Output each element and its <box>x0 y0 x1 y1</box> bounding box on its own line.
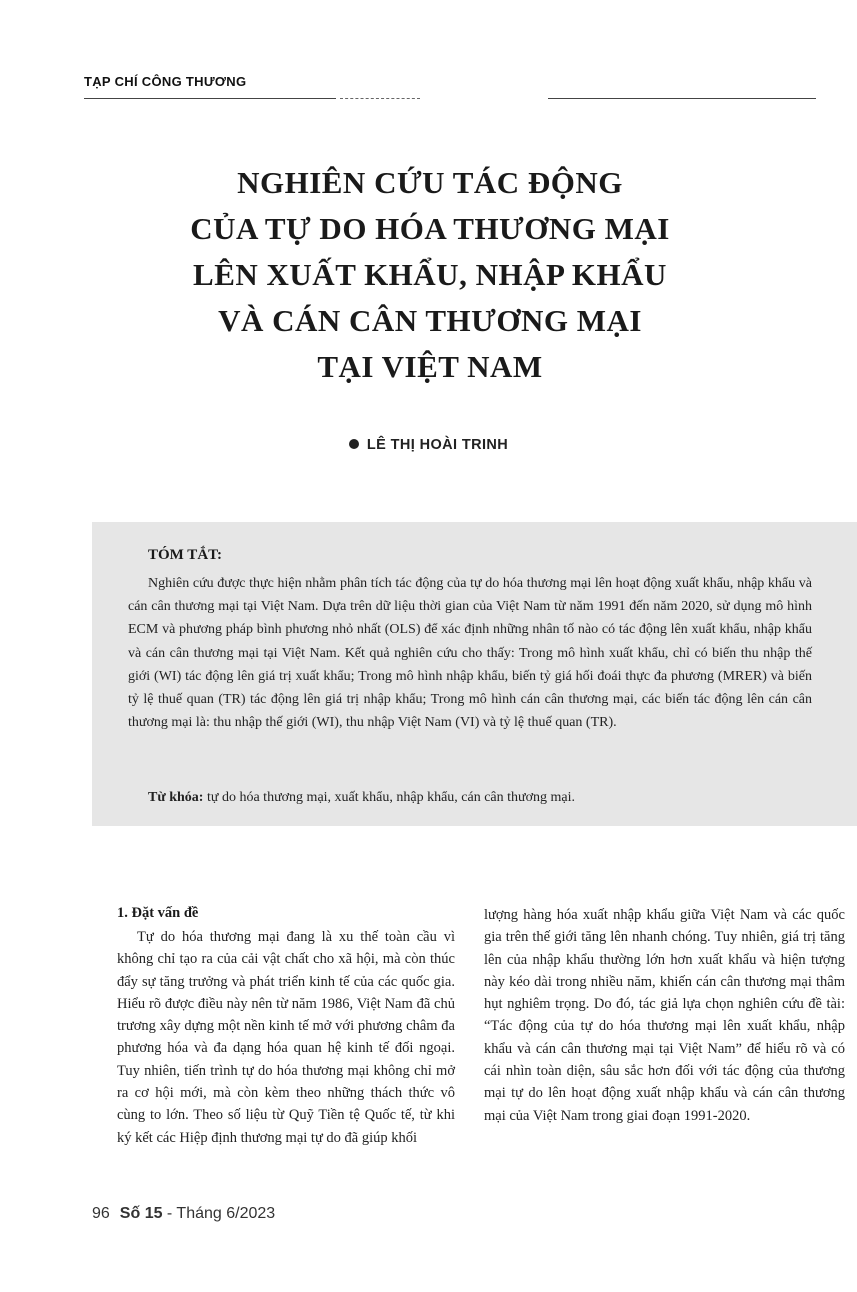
page-footer <box>92 1205 275 1223</box>
article-title <box>130 160 730 390</box>
keywords-text: tự do hóa thương mại, xuất khẩu, nhập khẩu, cán cân thương mại. <box>203 790 576 805</box>
header-rule <box>84 98 336 99</box>
author-byline <box>0 437 857 453</box>
header-rule-right <box>548 98 816 99</box>
bullet-icon <box>349 439 359 449</box>
abstract-heading: TÓM TẮT: <box>148 547 223 563</box>
title-line: NGHIÊN CỨU TÁC ĐỘNG <box>237 165 623 200</box>
journal-name: TẠP CHÍ CÔNG THƯƠNG <box>84 74 247 89</box>
abstract-text: Nghiên cứu được thực hiện nhằm phân tích tác động của tự do hóa thương mại lên hoạt động xuất khẩu, nhập khẩu và cán cân thương mại tại Việt Nam. Dựa trên dữ liệu thời gian của Việt Nam từ năm 1991 đến năm 2020, sử dụng mô hình ECM và phương pháp bình phương nhỏ nhất (OLS) để xác định những nhân tố nào có tác động lên xuất khẩu, nhập khẩu và cán cân thương mại tại Việt Nam. Kết quả nghiên cứu cho thấy: Trong mô hình xuất khẩu, chỉ có biến thu nhập thế giới (WI) tác động lên giá trị xuất khẩu; Trong mô hình nhập khẩu, biến tỷ giá hối đoái thực đa phương (MRER) và biến tỷ lệ thuế quan (TR) tác động lên giá trị nhập khẩu; Trong mô hình cán cân thương mại, các biến tác động lên cán cân thương mại là: thu nhập thế giới (WI), thu nhập Việt Nam (VI) và tỷ lệ thuế quan (TR). <box>128 576 812 731</box>
page-number: 96 <box>92 1205 110 1222</box>
title-line: LÊN XUẤT KHẨU, NHẬP KHẨU <box>193 257 667 292</box>
issue-date: - Tháng 6/2023 <box>162 1205 276 1222</box>
title-line: TẠI VIỆT NAM <box>317 349 543 384</box>
keywords <box>148 787 812 809</box>
author-name: LÊ THỊ HOÀI TRINH <box>366 437 509 453</box>
issue-label: Số 15 <box>119 1205 163 1222</box>
keywords-label: Từ khóa: <box>148 790 204 805</box>
title-line: VÀ CÁN CÂN THƯƠNG MẠI <box>218 303 642 338</box>
title-line: CỦA TỰ DO HÓA THƯƠNG MẠI <box>190 211 670 246</box>
body-right-column: lượng hàng hóa xuất nhập khẩu giữa Việt Nam và các quốc gia trên thế giới tăng lên nhanh chóng. Tuy nhiên, giá trị tăng lên của nhập khẩu thường lớn hơn xuất khẩu và hiện tượng này kéo dài trong nhiều năm, khiến cán cân thương mại thâm hụt nghiêm trọng. Do đó, tác giả lựa chọn nghiên cứu đề tài: “Tác động của tự do hóa thương mại lên xuất khẩu, nhập khẩu và cán cân thương mại tại Việt Nam” để hiểu rõ và có cái nhìn toàn diện, sâu sắc hơn đối với tác động của thương mại tự do lên hoạt động xuất nhập khẩu và cán cân thương mại của Việt Nam trong giai đoạn 1991-2020. <box>484 907 845 1124</box>
section-heading: 1. Đặt vấn đề <box>117 905 199 921</box>
header-dashes <box>340 98 420 99</box>
body-left-column: Tự do hóa thương mại đang là xu thế toàn cầu vì không chỉ tạo ra của cải vật chất cho xã hội, mà còn thúc đẩy sự tăng trưởng và phát triển kinh tế của các quốc gia. Hiểu rõ được điều này nên từ năm 1986, Việt Nam đã chủ trương xây dựng một nền kinh tế mở với phương châm đa phương hóa và đa dạng hóa quan hệ kinh tế đối ngoại. Tuy nhiên, tiến trình tự do hóa thương mại không chỉ mở ra cơ hội mới, mà còn kèm theo những thách thức vô cùng to lớn. Theo số liệu từ Quỹ Tiền tệ Quốc tế, từ khi ký kết các Hiệp định thương mại tự do đã giúp khối <box>117 929 455 1146</box>
